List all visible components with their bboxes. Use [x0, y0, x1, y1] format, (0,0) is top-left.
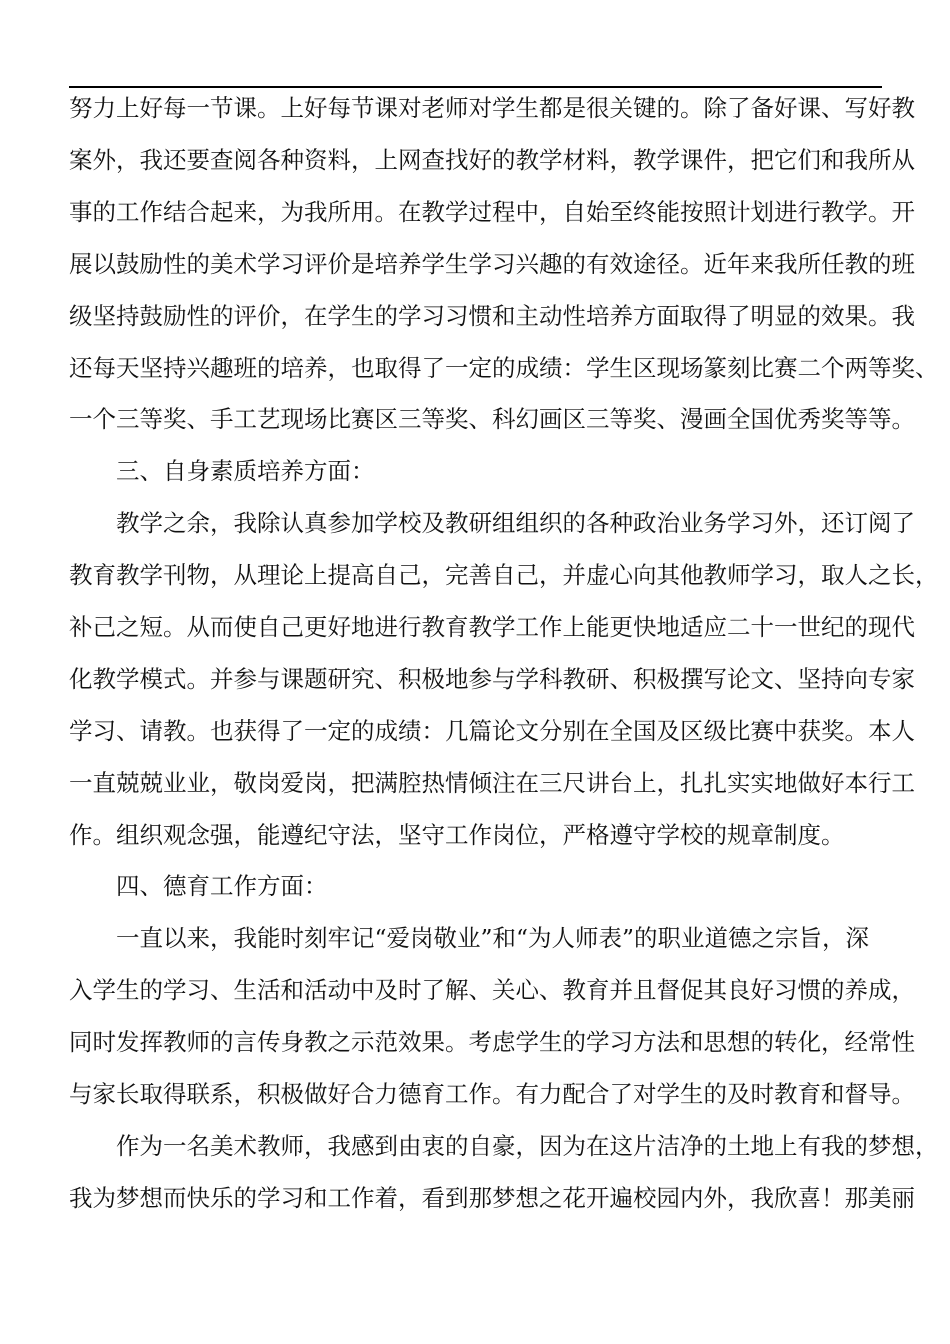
text-line: 一直兢兢业业，敬岗爱岗，把满腔热情倾注在三尺讲台上，扎扎实实地做好本行工	[69, 769, 915, 797]
text-line: 我为梦想而快乐的学习和工作着，看到那梦想之花开遍校园内外，我欣喜！那美丽	[69, 1184, 915, 1212]
text-line: 案外，我还要查阅各种资料，上网查找好的教学材料，教学课件，把它们和我所从	[69, 146, 915, 174]
section-heading: 四、德育工作方面：	[116, 872, 328, 900]
text-line: 与家长取得联系，积极做好合力德育工作。有力配合了对学生的及时教育和督导。	[69, 1080, 915, 1108]
text-line: 入学生的学习、生活和活动中及时了解、关心、教育并且督促其良好习惯的养成，	[69, 976, 915, 1004]
text-line: 努力上好每一节课。上好每节课对老师对学生都是很关键的。除了备好课、写好教	[69, 94, 915, 122]
text-line: 同时发挥教师的言传身教之示范效果。考虑学生的学习方法和思想的转化，经常性	[69, 1028, 915, 1056]
text-line: 展以鼓励性的美术学习评价是培养学生学习兴趣的有效途径。近年来我所任教的班	[69, 250, 915, 278]
text-line: 教育教学刊物，从理论上提高自己，完善自己，并虚心向其他教师学习，取人之长，	[69, 561, 939, 589]
text-line: 级坚持鼓励性的评价，在学生的学习习惯和主动性培养方面取得了明显的效果。我	[69, 302, 915, 330]
text-line: 教学之余，我除认真参加学校及教研组组织的各种政治业务学习外，还订阅了	[116, 509, 915, 537]
text-line: 补己之短。从而使自己更好地进行教育教学工作上能更快地适应二十一世纪的现代	[69, 613, 915, 641]
text-line: 一直以来，我能时刻牢记“爱岗敬业”和“为人师表”的职业道德之宗旨，深	[116, 924, 870, 952]
text-line: 作。组织观念强，能遵纪守法，坚守工作岗位，严格遵守学校的规章制度。	[69, 821, 845, 849]
text-line: 一个三等奖、手工艺现场比赛区三等奖、科幻画区三等奖、漫画全国优秀奖等等。	[69, 405, 915, 433]
text-line: 化教学模式。并参与课题研究、积极地参与学科教研、积极撰写论文、坚持向专家	[69, 665, 915, 693]
section-heading: 三、自身素质培养方面：	[116, 457, 375, 485]
text-line: 学习、请教。也获得了一定的成绩：几篇论文分别在全国及区级比赛中获奖。本人	[69, 717, 915, 745]
text-line: 事的工作结合起来，为我所用。在教学过程中，自始至终能按照计划进行教学。开	[69, 198, 915, 226]
text-line: 作为一名美术教师，我感到由衷的自豪，因为在这片洁净的土地上有我的梦想，	[116, 1132, 939, 1160]
text-line: 还每天坚持兴趣班的培养，也取得了一定的成绩：学生区现场篆刻比赛二个两等奖、	[69, 354, 939, 382]
